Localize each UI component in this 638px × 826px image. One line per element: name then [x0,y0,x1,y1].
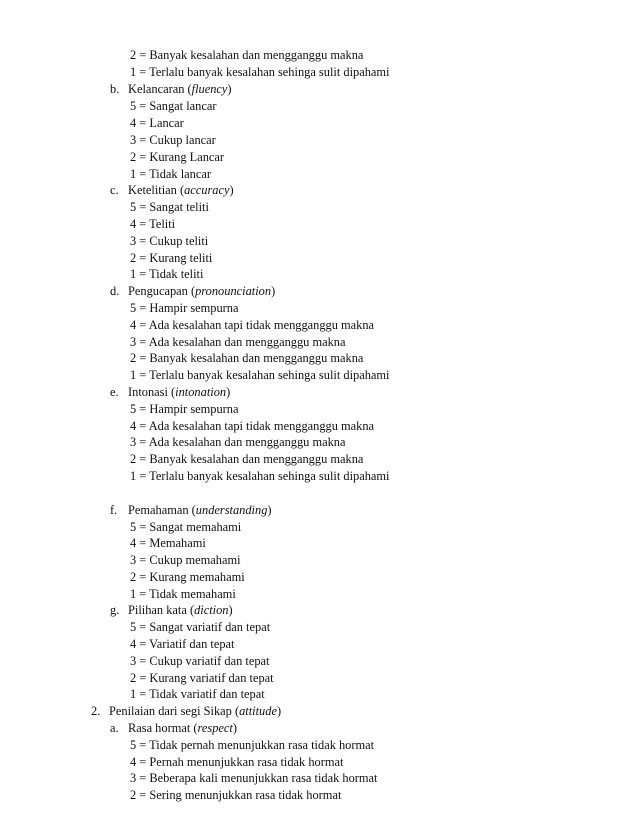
section-heading-respect: a. Rasa hormat (respect) [110,721,237,735]
list-item: 4 = Pernah menunjukkan rasa tidak hormat [130,755,344,769]
section-label: Kelancaran [128,82,185,96]
section-label: Pemahaman [128,503,189,517]
list-item: 5 = Sangat teliti [130,200,209,214]
section-term: understanding [195,503,268,517]
section-marker: a. [110,721,119,735]
list-item: 3 = Cukup memahami [130,553,241,567]
list-item: 3 = Ada kesalahan dan mengganggu makna [130,335,346,349]
list-item: 4 = Ada kesalahan tapi tidak mengganggu makna [130,419,375,433]
section-marker: 2. [91,704,101,718]
section-term: intonation [175,385,227,399]
list-item: 1 = Terlalu banyak kesalahan sehinga sulit dipahami [130,65,390,79]
list-item: 1 = Terlalu banyak kesalahan sehinga sulit dipahami [130,469,390,483]
section-heading-diction: g. Pilihan kata (diction) [110,603,233,617]
list-item: 4 = Teliti [130,217,176,231]
list-item: 1 = Tidak memahami [130,587,236,601]
section-marker: e. [110,385,119,399]
list-item: 4 = Lancar [130,116,184,130]
section-heading-accuracy: c. Ketelitian (accuracy) [110,183,234,197]
list-item: 2 = Kurang memahami [130,570,245,584]
list-item: 1 = Tidak variatif dan tepat [130,687,265,701]
section-label: Pilihan kata [128,603,187,617]
section-heading-understanding: f. Pemahaman (understanding) [110,503,272,517]
list-item: 5 = Sangat variatif dan tepat [130,620,271,634]
section-label: Intonasi [128,385,168,399]
list-item: 5 = Hampir sempurna [130,402,239,416]
section-marker: d. [110,284,120,298]
list-item: 3 = Cukup lancar [130,133,216,147]
list-item: 4 = Ada kesalahan tapi tidak mengganggu makna [130,318,375,332]
section-term: diction [194,603,229,617]
list-item: 2 = Sering menunjukkan rasa tidak hormat [130,788,342,802]
list-item: 1 = Tidak lancar [130,167,211,181]
list-item: 2 = Banyak kesalahan dan mengganggu makna [130,351,364,365]
list-item: 3 = Cukup variatif dan tepat [130,654,270,668]
section-label: Ketelitian [128,183,177,197]
list-item: 5 = Sangat memahami [130,520,242,534]
section-term: respect [197,721,233,735]
list-item: 2 = Kurang variatif dan tepat [130,671,274,685]
section-term: fluency [191,82,228,96]
list-item: 5 = Hampir sempurna [130,301,239,315]
list-item: 3 = Beberapa kali menunjukkan rasa tidak hormat [130,771,378,785]
list-item: 2 = Banyak kesalahan dan mengganggu makna [130,48,364,62]
list-item: 1 = Tidak teliti [130,267,204,281]
section-heading-pronounciation: d. Pengucapan (pronounciation) [110,284,276,298]
section-marker: f. [110,503,118,517]
list-item: 1 = Terlalu banyak kesalahan sehinga sulit dipahami [130,368,390,382]
section-term: attitude [239,704,277,718]
section-label: Rasa hormat [128,721,191,735]
section-heading-intonation: e. Intonasi (intonation) [110,385,231,399]
section-marker: b. [110,82,120,96]
list-item: 2 = Kurang teliti [130,251,213,265]
list-item: 3 = Ada kesalahan dan mengganggu makna [130,435,346,449]
list-item: 4 = Memahami [130,536,206,550]
list-item: 2 = Banyak kesalahan dan mengganggu makna [130,452,364,466]
section-term: pronounciation [195,284,272,298]
section-label: Penilaian dari segi Sikap [109,704,232,718]
list-item: 5 = Tidak pernah menunjukkan rasa tidak hormat [130,738,375,752]
section-heading-fluency: b. Kelancaran (fluency) [110,82,232,96]
section-marker: g. [110,603,120,617]
list-item: 4 = Variatif dan tepat [130,637,235,651]
list-item: 5 = Sangat lancar [130,99,217,113]
section-marker: c. [110,183,119,197]
section-label: Pengucapan [128,284,188,298]
list-item: 3 = Cukup teliti [130,234,209,248]
section-term: accuracy [184,183,230,197]
section-heading-attitude: 2. Penilaian dari segi Sikap (attitude) [91,704,282,718]
list-item: 2 = Kurang Lancar [130,150,225,164]
